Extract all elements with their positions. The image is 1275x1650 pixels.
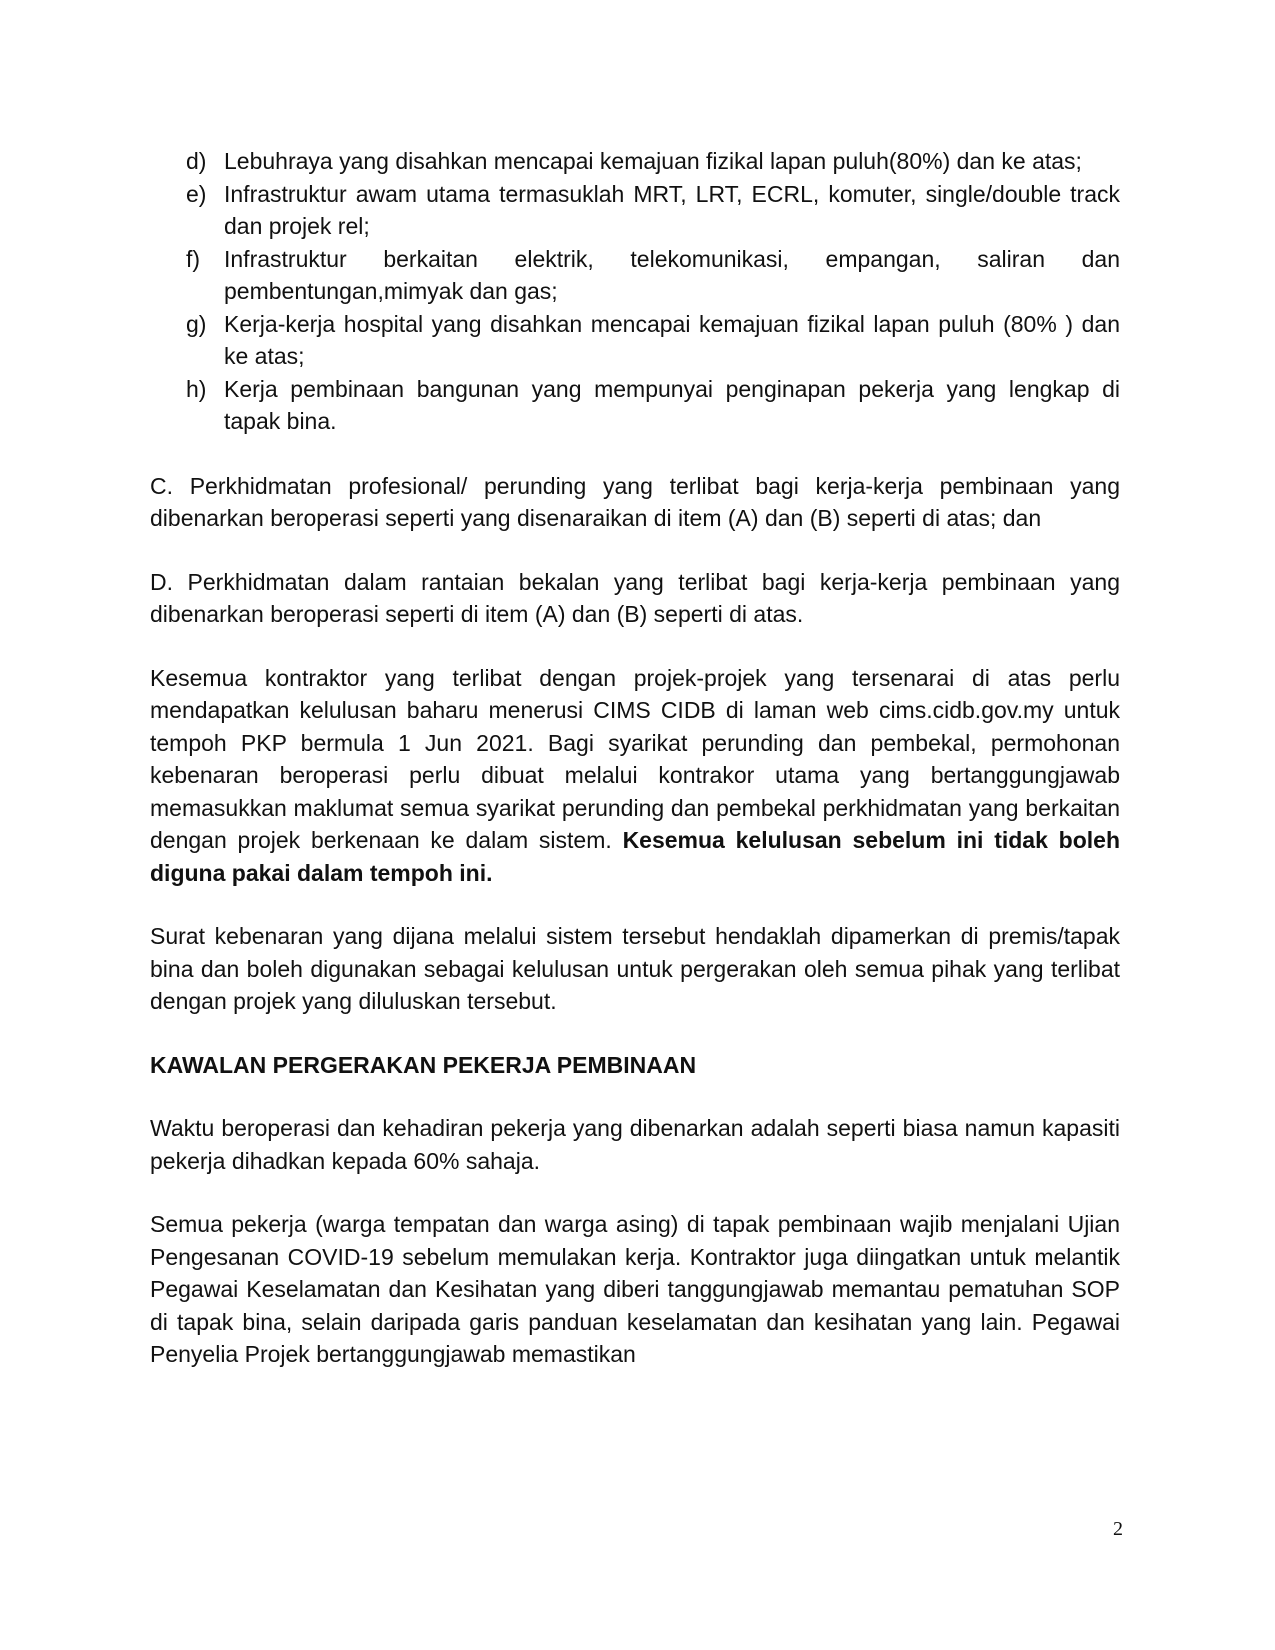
project-list: [150, 145, 1120, 438]
list-item-text: Infrastruktur awam utama termasuklah MRT, LRT, ECRL, komuter, single/double track dan projek rel;: [224, 180, 1120, 239]
document-page: [150, 145, 1120, 1371]
list-item-text: Infrastruktur berkaitan elektrik, telekomunikasi, empangan, saliran dan pembentungan,mimyak dan gas;: [224, 245, 1120, 304]
list-item-text: Kerja-kerja hospital yang disahkan mencapai kemajuan fizikal lapan puluh (80% ) dan ke atas;: [224, 310, 1120, 369]
paragraph-workers: Semua pekerja (warga tempatan dan warga asing) di tapak pembinaan wajib menjalani Ujian Pengesanan COVID-19 sebelum memulakan kerja. Kontraktor juga diingatkan untuk melantik Pegawai Keselamatan dan Kesihatan yang diberi tanggungjawab memantau pematuhan SOP di tapak bina, selain daripada garis panduan keselamatan dan kesihatan yang lain. Pegawai Penyelia Projek bertanggungjawab memastikan: [150, 1211, 1120, 1367]
list-item: [150, 243, 1120, 308]
list-marker: g): [186, 310, 207, 337]
page-number: 2: [1113, 1518, 1123, 1540]
paragraph-contractors: [150, 662, 1120, 890]
paragraph-hours: Waktu beroperasi dan kehadiran pekerja yang dibenarkan adalah seperti biasa namun kapasiti pekerja dihadkan kepada 60% sahaja.: [150, 1115, 1120, 1174]
paragraph-letter: Surat kebenaran yang dijana melalui sistem tersebut hendaklah dipamerkan di premis/tapak bina dan boleh digunakan sebagai kelulusan untuk pergerakan oleh semua pihak yang terlibat dengan projek yang diluluskan tersebut.: [150, 923, 1120, 1014]
section-heading: KAWALAN PERGERAKAN PEKERJA PEMBINAAN: [150, 1051, 697, 1078]
list-marker: e): [186, 180, 207, 207]
list-marker: d): [186, 148, 207, 174]
paragraph-contractors-bold: Kesemua kelulusan sebelum ini tidak boleh diguna pakai dalam tempoh ini.: [150, 827, 1120, 886]
paragraph-c: C. Perkhidmatan profesional/ perunding yang terlibat bagi kerja-kerja pembinaan yang dibenarkan beroperasi seperti yang disenaraikan di item (A) dan (B) seperti di atas; dan: [150, 472, 1120, 531]
list-item-text: Kerja pembinaan bangunan yang mempunyai penginapan pekerja yang lengkap di tapak bina.: [224, 375, 1120, 434]
list-item: [150, 373, 1120, 438]
paragraph-d: D. Perkhidmatan dalam rantaian bekalan yang terlibat bagi kerja-kerja pembinaan yang dibenarkan beroperasi seperti di item (A) dan (B) seperti di atas.: [150, 568, 1120, 627]
list-item: [150, 145, 1120, 178]
list-marker: h): [186, 375, 207, 402]
list-item: [150, 308, 1120, 373]
list-marker: f): [186, 245, 201, 272]
list-item: [150, 178, 1120, 243]
list-item-text: Lebuhraya yang disahkan mencapai kemajuan fizikal lapan puluh(80%) dan ke atas;: [224, 148, 1082, 174]
paragraph-contractors-text: Kesemua kontraktor yang terlibat dengan projek-projek yang tersenarai di atas perlu mendapatkan kelulusan baharu menerusi CIMS CIDB di laman web cims.cidb.gov.my untuk tempoh PKP bermula 1 Jun 2021. Bagi syarikat perunding dan pembekal, permohonan kebenaran beroperasi perlu dibuat melalui kontrakor utama yang bertanggungjawab memasukkan maklumat semua syarikat perunding dan pembekal perkhidmatan yang berkaitan dengan projek berkenaan ke dalam sistem.: [150, 664, 1120, 853]
